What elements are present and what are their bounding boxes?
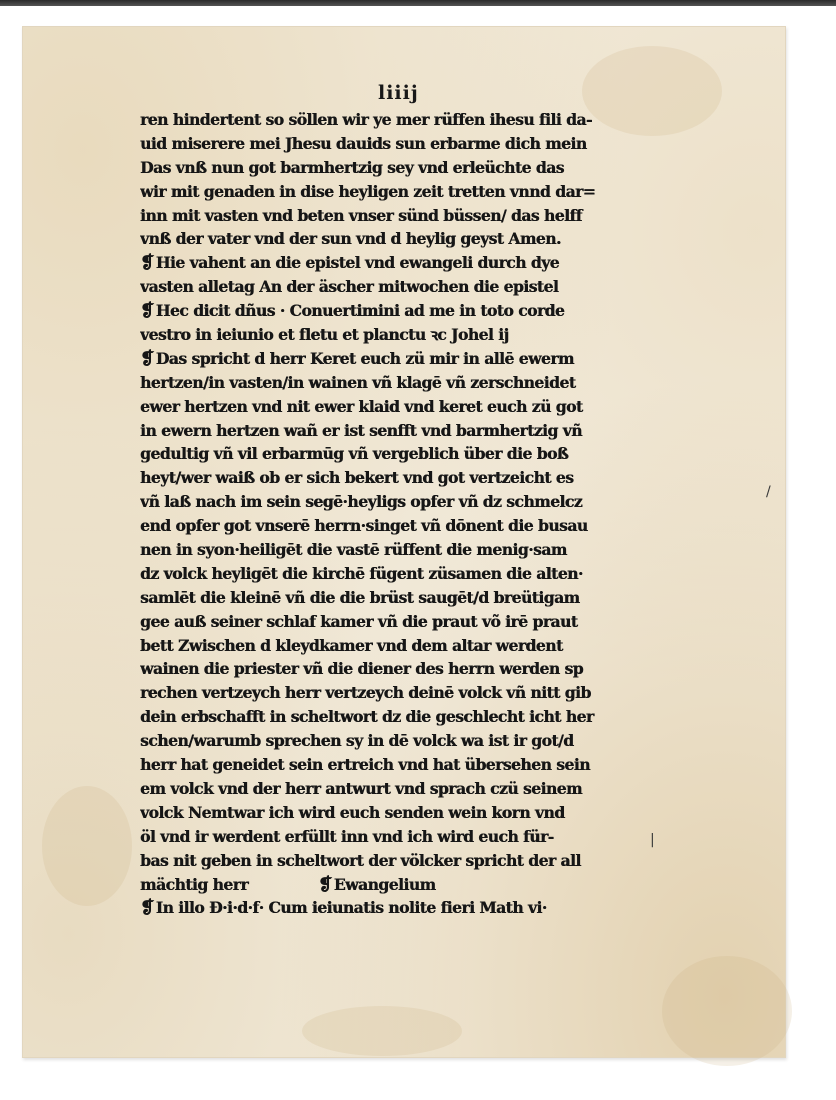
text-line: bas nit geben in scheltwort der völcker spricht der all	[140, 850, 581, 870]
paragraph-mark-icon: ❡	[318, 874, 332, 895]
text-line: öl vnd ir werdent erfüllt inn vnd ich wird euch für-	[140, 826, 554, 846]
text-line: dein erbschafft in scheltwort dz die geschlecht icht her	[140, 707, 594, 727]
text-line: volck Nemtwar ich wird euch senden wein korn vnd	[140, 802, 565, 822]
margin-tick-icon: |	[650, 832, 655, 848]
text-line-content: Das spricht d herr Keret euch zü mir in allē ewerm	[155, 348, 574, 368]
text-line: in ewern hertzen wañ er ist senfft vnd barmhertzig vñ	[140, 420, 582, 440]
text-line-content: mächtig herr	[140, 874, 248, 894]
rubric-line	[140, 347, 626, 371]
text-line-content: In illo Ð·i·d·f· Cum ieiunatis nolite fieri Math vi·	[155, 898, 547, 918]
manuscript-leaf	[22, 26, 786, 1058]
text-line: rechen vertzeych herr vertzeych deinē volck vñ nitt gib	[140, 683, 591, 703]
text-line: vasten alletag An der äscher mitwochen die epistel	[140, 277, 559, 297]
text-line: gee auß seiner schlaf kamer vñ die praut võ irē praut	[140, 611, 578, 631]
text-line: vestro in ieiunio et fletu et planctu ꝛc Johel ij	[140, 325, 509, 345]
text-block	[140, 108, 626, 920]
folio-number: liiij	[378, 82, 419, 104]
evangelium-heading: Ewangelium	[333, 874, 436, 894]
paragraph-mark-icon: ❡	[140, 348, 154, 369]
text-line: vñ laß nach im sein segē·heyligs opfer vñ dz schmelcz	[140, 492, 583, 512]
text-line: wir mit genaden in dise heyligen zeit tretten vnnd dar=	[140, 181, 596, 201]
text-line: vnß der vater vnd der sun vnd d heylig geyst Amen.	[140, 229, 561, 249]
text-line: wainen die priester vñ die diener des herrn werden sp	[140, 659, 583, 679]
text-line: schen/warumb sprechen sy in dē volck wa ist ir got/d	[140, 731, 574, 751]
rubric-line	[140, 251, 626, 275]
margin-tick-icon: /	[766, 484, 771, 500]
text-line: hertzen/in vasten/in wainen vñ klagē vñ zerschneidet	[140, 372, 576, 392]
text-line: samlēt die kleinē vñ die die brüst saugēt/d breütigam	[140, 587, 580, 607]
text-line: bett Zwischen d kleydkamer vnd dem altar werdent	[140, 635, 563, 655]
paragraph-mark-icon: ❡	[140, 301, 154, 322]
text-line: herr hat geneidet sein ertreich vnd hat übersehen sein	[140, 755, 590, 775]
text-line: inn mit vasten vnd beten vnser sünd büssen/ das helff	[140, 205, 582, 225]
paragraph-mark-icon: ❡	[140, 898, 154, 919]
text-line: dz volck heyligēt die kirchē fügent züsamen die alten·	[140, 563, 583, 583]
text-line: end opfer got vnserē herrn·singet vñ dōnent die busau	[140, 516, 588, 536]
text-line: nen in syon·heiligēt die vastē rüffent die menig·sam	[140, 540, 567, 560]
text-line: uid miserere mei Jhesu dauids sun erbarme dich mein	[140, 133, 587, 153]
text-line-content: Hie vahent an die epistel vnd ewangeli durch dye	[155, 253, 559, 273]
text-line: ewer hertzen vnd nit ewer klaid vnd keret euch zü got	[140, 396, 583, 416]
text-line: Das vnß nun got barmhertzig sey vnd erleüchte das	[140, 157, 564, 177]
rubric-line	[140, 896, 626, 920]
paragraph-mark-icon: ❡	[140, 253, 154, 274]
text-line: gedultig vñ vil erbarmūg vñ vergeblich über die boß	[140, 444, 569, 464]
text-line-content: Hec dicit dñus · Conuertimini ad me in toto corde	[155, 301, 565, 321]
text-line: heyt/wer waiß ob er sich bekert vnd got vertzeicht es	[140, 468, 574, 488]
text-line: em volck vnd der herr antwurt vnd sprach czü seinem	[140, 778, 582, 798]
text-line: ren hindertent so söllen wir ye mer rüffen ihesu fili da-	[140, 110, 592, 129]
rubric-line	[140, 299, 626, 323]
evangelium-line	[140, 873, 626, 897]
top-border	[0, 0, 836, 6]
